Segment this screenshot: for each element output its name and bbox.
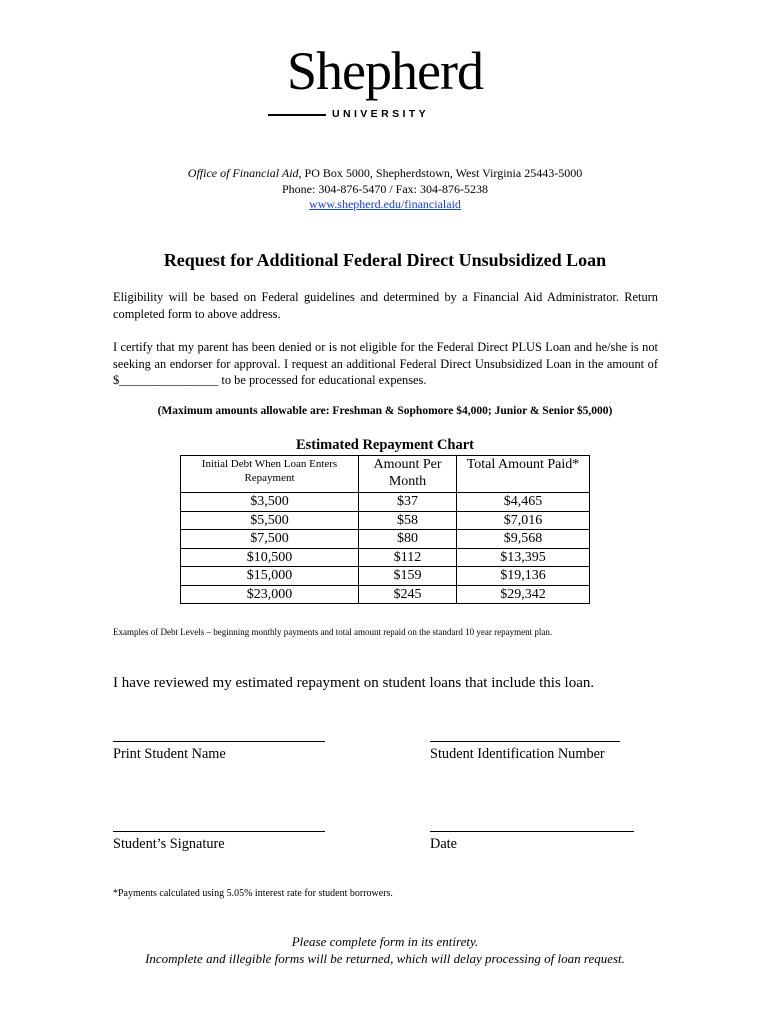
office-address bbox=[0, 166, 770, 181]
max-amount-note: (Maximum amounts allowable are: Freshman & Sophomore $4,000; Junior & Senior $5,000) bbox=[157, 405, 613, 417]
office-label: Office of Financial Aid, bbox=[187, 166, 302, 180]
cell-monthly: $245 bbox=[359, 585, 457, 604]
header-amount-per-month: Amount Per Month bbox=[359, 456, 457, 493]
cell-initial-debt: $3,500 bbox=[181, 493, 359, 512]
student-id-label: Student Identification Number bbox=[430, 746, 605, 762]
cell-initial-debt: $7,500 bbox=[181, 530, 359, 549]
header-total-paid: Total Amount Paid* bbox=[457, 456, 590, 493]
footer-line-2: Incomplete and illegible forms will be returned, which will delay processing of loan request. bbox=[145, 951, 625, 966]
chart-title: Estimated Repayment Chart bbox=[295, 437, 474, 453]
signature-line[interactable] bbox=[113, 831, 325, 832]
cell-initial-debt: $10,500 bbox=[181, 548, 359, 567]
eligibility-paragraph: Eligibility will be based on Federal guidelines and determined by a Financial Aid Administrator. Return completed form to above address. bbox=[113, 290, 658, 321]
header-initial-debt: Initial Debt When Loan Enters Repayment bbox=[181, 456, 359, 493]
certify-paragraph: I certify that my parent has been denied or is not eligible for the Federal Direct PLUS Loan and he/she is not seeking an endorser for approval. I request an additional Federal Direct Unsubsidized Loan in the amount of $________________ to be processed for educational expenses. bbox=[113, 340, 658, 387]
form-title: Request for Additional Federal Direct Unsubsidized Loan bbox=[163, 250, 607, 270]
table-row bbox=[181, 530, 590, 549]
cell-total: $29,342 bbox=[457, 585, 590, 604]
logo-rule bbox=[268, 114, 326, 116]
cell-total: $13,395 bbox=[457, 548, 590, 567]
date-line[interactable] bbox=[430, 831, 634, 832]
table-row bbox=[181, 493, 590, 512]
cell-monthly: $159 bbox=[359, 567, 457, 586]
student-id-line[interactable] bbox=[430, 741, 620, 742]
logo-subtitle: UNIVERSITY bbox=[332, 108, 430, 120]
repayment-table bbox=[180, 455, 590, 604]
address-text: PO Box 5000, Shepherdstown, West Virginia 25443-5000 bbox=[301, 166, 583, 180]
cell-initial-debt: $15,000 bbox=[181, 567, 359, 586]
date-label: Date bbox=[430, 836, 457, 852]
cell-monthly: $80 bbox=[359, 530, 457, 549]
table-row bbox=[181, 511, 590, 530]
footer-line-1: Please complete form in its entirety. bbox=[291, 934, 479, 949]
logo-wordmark: Shepherd bbox=[287, 41, 483, 101]
table-row bbox=[181, 548, 590, 567]
cell-total: $7,016 bbox=[457, 511, 590, 530]
interest-footnote: *Payments calculated using 5.05% interest rate for student borrowers. bbox=[113, 888, 393, 899]
cell-total: $19,136 bbox=[457, 567, 590, 586]
print-name-line[interactable] bbox=[113, 741, 325, 742]
signature-label: Student’s Signature bbox=[113, 836, 225, 852]
website-link[interactable]: www.shepherd.edu/financialaid bbox=[309, 197, 461, 211]
table-row bbox=[181, 567, 590, 586]
cell-monthly: $58 bbox=[359, 511, 457, 530]
cell-initial-debt: $5,500 bbox=[181, 511, 359, 530]
cell-total: $4,465 bbox=[457, 493, 590, 512]
cell-monthly: $112 bbox=[359, 548, 457, 567]
cell-total: $9,568 bbox=[457, 530, 590, 549]
phone-fax: Phone: 304-876-5470 / Fax: 304-876-5238 bbox=[282, 182, 488, 196]
table-header-row bbox=[181, 456, 590, 493]
reviewed-statement: I have reviewed my estimated repayment on student loans that include this loan. bbox=[113, 675, 595, 691]
cell-initial-debt: $23,000 bbox=[181, 585, 359, 604]
print-name-label: Print Student Name bbox=[113, 746, 226, 762]
cell-monthly: $37 bbox=[359, 493, 457, 512]
examples-note: Examples of Debt Levels – beginning monthly payments and total amount repaid on the standard 10 year repayment plan. bbox=[113, 627, 553, 637]
table-row bbox=[181, 585, 590, 604]
